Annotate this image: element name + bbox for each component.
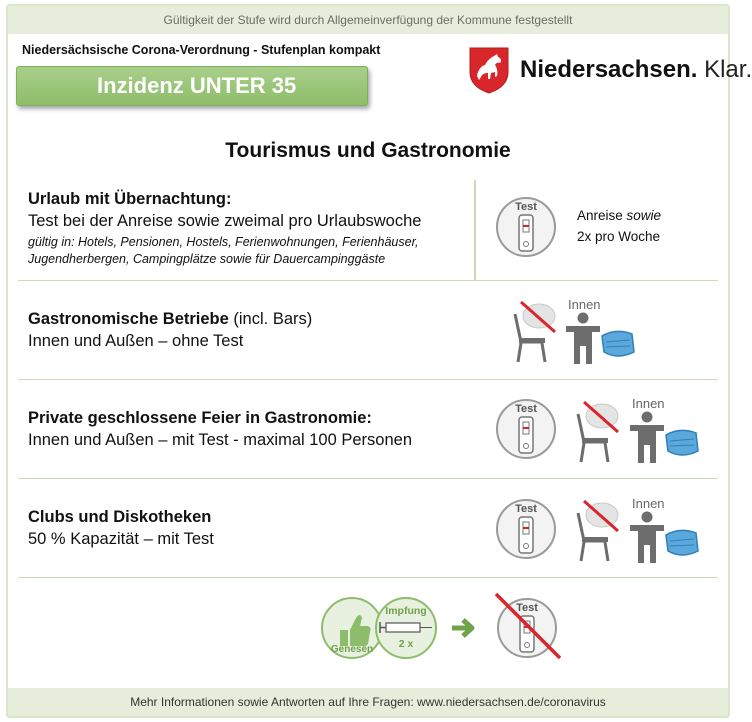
row-heading: Clubs und Diskotheken	[28, 508, 212, 526]
test-icon	[495, 498, 557, 560]
row-line: Innen und Außen – ohne Test	[28, 332, 244, 350]
horse-shield-icon	[468, 46, 510, 94]
section-title: Tourismus und Gastronomie	[225, 139, 511, 162]
chair-no-mask-icon	[570, 398, 624, 464]
row-clubs-text	[28, 508, 214, 549]
chair-no-mask-icon	[507, 298, 561, 364]
person-mask-icon	[566, 312, 638, 366]
logo-name: Niedersachsen.	[520, 56, 698, 83]
exemption-icons	[320, 592, 580, 664]
row-heading: Gastronomische Betriebe	[28, 310, 229, 328]
test-label: Test	[516, 602, 538, 614]
row-urlaub-text	[28, 190, 478, 268]
logo-klar: Klar.	[697, 56, 752, 83]
right-anreise: Anreise	[577, 208, 627, 223]
info-banner: Mehr Informationen sowie Antworten auf Ihre Fragen: www.niedersachsen.de/coronavirus	[8, 688, 728, 716]
genesen-label: Genesen	[330, 644, 374, 655]
row-line: Test bei der Anreise sowie zweimal pro Urlaubswoche	[28, 212, 422, 230]
test-icon	[495, 196, 557, 258]
document-title: Niedersächsische Corona-Verordnung - Stufenplan kompakt	[22, 43, 381, 57]
row-line: 50 % Kapazität – mit Test	[28, 530, 214, 548]
test-frequency-text	[577, 205, 661, 247]
person-mask-icon	[630, 511, 702, 565]
right-frequency: 2x pro Woche	[577, 229, 661, 244]
row-line: Innen und Außen – mit Test - maximal 100 Personen	[28, 431, 412, 449]
chair-no-mask-icon	[570, 497, 624, 563]
impfung-count: 2 x	[398, 638, 414, 650]
test-icon	[495, 398, 557, 460]
row-urlaub-divider	[474, 180, 476, 281]
innen-label: Innen	[568, 297, 601, 312]
row-private-feier-text	[28, 409, 412, 450]
incidence-badge: Inzidenz UNTER 35	[16, 66, 368, 106]
niedersachsen-logo	[468, 46, 752, 96]
test-label: Test	[515, 201, 537, 213]
innen-label: Innen	[632, 496, 665, 511]
row-heading: Private geschlossene Feier in Gastronomie:	[28, 409, 372, 427]
innen-label: Innen	[632, 396, 665, 411]
row-gastronomie-text	[28, 310, 312, 351]
impfung-label: Impfung	[385, 605, 427, 617]
right-sowie: sowie	[626, 208, 662, 223]
row-heading-suffix: (incl. Bars)	[228, 310, 313, 328]
test-label: Test	[515, 503, 537, 515]
person-mask-icon	[630, 411, 702, 465]
test-label: Test	[515, 403, 537, 415]
validity-banner: Gültigkeit der Stufe wird durch Allgemeinverfügung der Kommune festgestellt	[8, 6, 728, 34]
logo-wordmark	[520, 56, 752, 84]
row-heading: Urlaub mit Übernachtung:	[28, 190, 232, 208]
row-validity-note: gültig in: Hotels, Pensionen, Hostels, Ferienwohnungen, Ferienhäuser, Jugendherbergen, Campingplätze sowie für Dauercampinggäste	[28, 235, 419, 266]
